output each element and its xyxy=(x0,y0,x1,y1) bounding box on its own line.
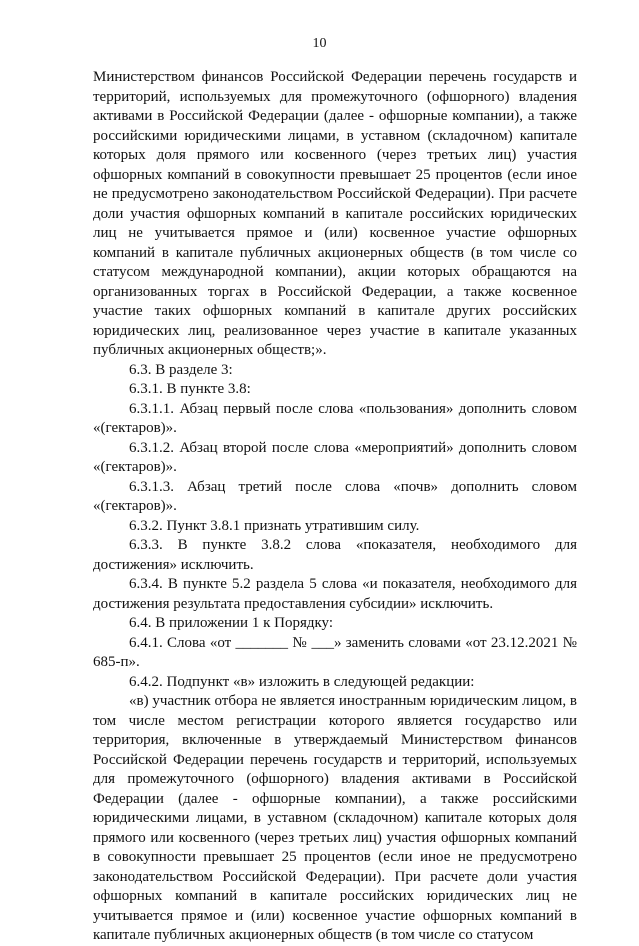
paragraph-subclause-v: «в) участник отбора не является иностранным юридическим лицом, в том числе местом регистрации которого является государство или территория, включенные в утверждаемый Министерством финансов Российской Федерации перечень государств и территорий, используемых для промежуточного (офшорного) владения активами в Российской Федерации (далее - офшорные компании), а также российскими юридическими лицами, в уставном (складочном) капитале которых доля прямого или косвенного (через третьих лиц) участия офшорных компаний в совокупности превышает 25 процентов (если иное не предусмотрено законодательством Российской Федерации). При расчете доли участия офшорных компаний в капитале российских юридических лиц не учитывается прямое и (или) косвенное участие офшорных компаний в капитале публичных акционерных обществ (в том числе со статусом xyxy=(93,693,577,943)
paragraph-continuation: Министерством финансов Российской Федерации перечень государств и территорий, используемых для промежуточного (офшорного) владения активами в Российской Федерации (далее - офшорные компании), а также российскими юридическими лицами, в уставном (складочном) капитале которых доля прямого или косвенного (через третьих лиц) участия офшорных компаний в совокупности превышает 25 процентов (если иное не предусмотрено законодательством Российской Федерации). При расчете доли участия офшорных компаний в капитале российских юридических лиц не учитывается прямое и (или) косвенное участие офшорных компаний в капитале публичных акционерных обществ (в том числе со статусом международной компании), акции которых обращаются на организованных торгах в Российской Федерации, а также косвенное участие таких офшорных компаний в капитале других российских юридических лиц, реализованное через участие в капитале указанных публичных акционерных обществ;». xyxy=(93,69,577,358)
paragraph-6-3-1-3: 6.3.1.3. Абзац третий после слова «почв» дополнить словом «(гектаров)». xyxy=(93,478,577,514)
page-number: 10 xyxy=(312,36,327,51)
paragraph-6-3-1: 6.3.1. В пункте 3.8: xyxy=(129,381,251,397)
document-body xyxy=(93,68,577,946)
paragraph-6-3: 6.3. В разделе 3: xyxy=(129,361,233,378)
paragraph-6-3-4: 6.3.4. В пункте 5.2 раздела 5 слова «и показателя, необходимого для достижения результата предоставления субсидии» исключить. xyxy=(93,576,577,612)
paragraph-6-4-1: 6.4.1. Слова «от _______ № ___» заменить словами «от 23.12.2021 № 685-п». xyxy=(93,634,577,670)
paragraph-6-3-1-2: 6.3.1.2. Абзац второй после слова «мероприятий» дополнить словом «(гектаров)». xyxy=(93,439,577,475)
paragraph-6-3-1-1: 6.3.1.1. Абзац первый после слова «пользования» дополнить словом «(гектаров)». xyxy=(93,400,577,436)
paragraph-6-3-3: 6.3.3. В пункте 3.8.2 слова «показателя, необходимого для достижения» исключить. xyxy=(93,537,577,573)
paragraph-6-3-2: 6.3.2. Пункт 3.8.1 признать утратившим силу. xyxy=(129,517,420,534)
paragraph-6-4-2: 6.4.2. Подпункт «в» изложить в следующей редакции: xyxy=(129,673,475,690)
paragraph-6-4: 6.4. В приложении 1 к Порядку: xyxy=(129,615,334,631)
